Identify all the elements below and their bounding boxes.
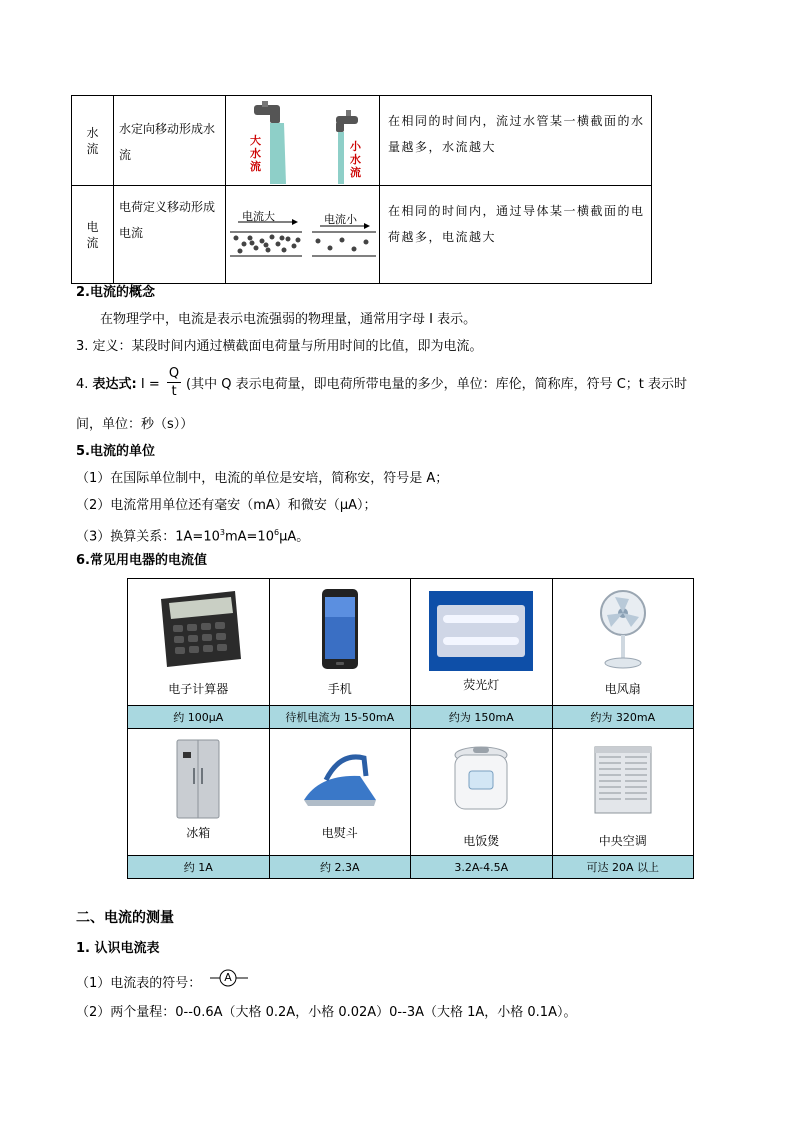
formula-line [76,376,160,394]
current-value: 可达 20A 以上 [552,856,694,879]
appliance-cell [128,579,270,706]
air-conditioner-icon [593,743,653,815]
analogy-table [71,95,652,284]
definition-text: 3. 定义：某段时间内通过横截面电荷量与所用时间的比值，即为电流。 [76,339,483,354]
list-item: （1）在国际单位制中，电流的单位是安培，简称安，符号是 A； [76,471,449,486]
big-flow-label: 大水流 [250,134,261,173]
current-value: 3.2A-4.5A [411,856,553,879]
fan-icon [593,587,653,671]
iron-icon [300,744,380,814]
appliance-cell [269,579,411,706]
paragraph: 在物理学中，电流是表示电流强弱的物理量，通常用字母 I 表示。 [100,312,477,327]
item-number: 4. [76,377,89,392]
appliance-cell [411,579,553,706]
table-row [128,706,694,729]
calculator-icon [151,587,245,671]
appliance-name: 中央空调 [598,834,647,848]
row-explanation: 在相同的时间内，流过水管某一横截面的水量越多，水流越大 [380,96,652,186]
part-heading: 二、电流的测量 [76,910,174,926]
table-row [128,579,694,706]
table-row [72,186,652,284]
charge-particles-icon [226,186,380,284]
table-row [72,96,652,186]
current-value: 约为 150mA [411,706,553,729]
appliance-name: 冰箱 [186,826,211,840]
appliance-name: 电风扇 [604,682,641,696]
appliance-name: 电熨斗 [321,826,358,840]
row-description: 水定向移动形成水流 [114,96,226,186]
row-explanation: 在相同的时间内，通过导体某一横截面的电荷越多，电流越大 [380,186,652,284]
formula-fraction [167,366,181,401]
large-current-label: 电流大 [242,210,275,223]
appliance-name: 荧光灯 [463,678,500,692]
current-value: 约 2.3A [269,856,411,879]
list-item: （3）换算关系：$1A=10^3mA=10^6\mu A$。 [76,528,310,545]
fluorescent-lamp-icon [429,591,533,671]
list-item: （1）电流表的符号： [76,976,202,991]
table-row [128,856,694,879]
fridge-icon [175,738,221,820]
current-value: 待机电流为 15-50mA [269,706,411,729]
formula-label: 表达式: [92,377,137,392]
row-label: 电流 [72,186,114,284]
subsection-heading: 1. 认识电流表 [76,941,160,956]
row-label: 水流 [72,96,114,186]
appliance-name: 电饭煲 [463,834,500,848]
appliance-cell [411,729,553,856]
table-row [128,729,694,856]
water-flow-illustration [226,96,380,186]
formula-explanation-cont: 间，单位：秒（s）） [76,417,194,432]
section-heading: 2.电流的概念 [76,285,155,300]
appliance-name: 手机 [327,682,352,696]
appliance-name: 电子计算器 [168,682,229,696]
current-value: 约 100μA [128,706,270,729]
formula-denominator: t [171,384,177,399]
section-heading: 6.常见用电器的电流值 [76,553,207,568]
ammeter-symbol-icon [210,968,252,988]
appliance-cell [552,729,694,856]
phone-icon [318,587,362,671]
ammeter-symbol-letter: A [224,971,232,984]
appliance-table [127,578,694,879]
section-heading: 5.电流的单位 [76,444,155,459]
charge-flow-illustration [226,186,380,284]
appliance-cell [128,729,270,856]
list-item: （2）电流常用单位还有毫安（mA）和微安（μA）； [76,498,377,513]
formula-lhs: I = [140,377,160,392]
formula-explanation: (其中 Q 表示电荷量，即电荷所带电量的多少，单位：库伦，简称库，符号 C；t 表示时 [186,377,688,392]
current-value: 约为 320mA [552,706,694,729]
row-description: 电荷定义移动形成电流 [114,186,226,284]
small-current-label: 电流小 [324,213,357,226]
current-value: 约 1A [128,856,270,879]
formula-numerator: Q [168,366,180,381]
list-item: （2）两个量程：0--0.6A（大格 0.2A，小格 0.02A）0--3A（大格 1A，小格 0.1A）。 [76,1005,577,1020]
rice-cooker-icon [449,743,513,815]
appliance-cell [552,579,694,706]
appliance-cell [269,729,411,856]
small-flow-label: 小水流 [350,140,361,179]
